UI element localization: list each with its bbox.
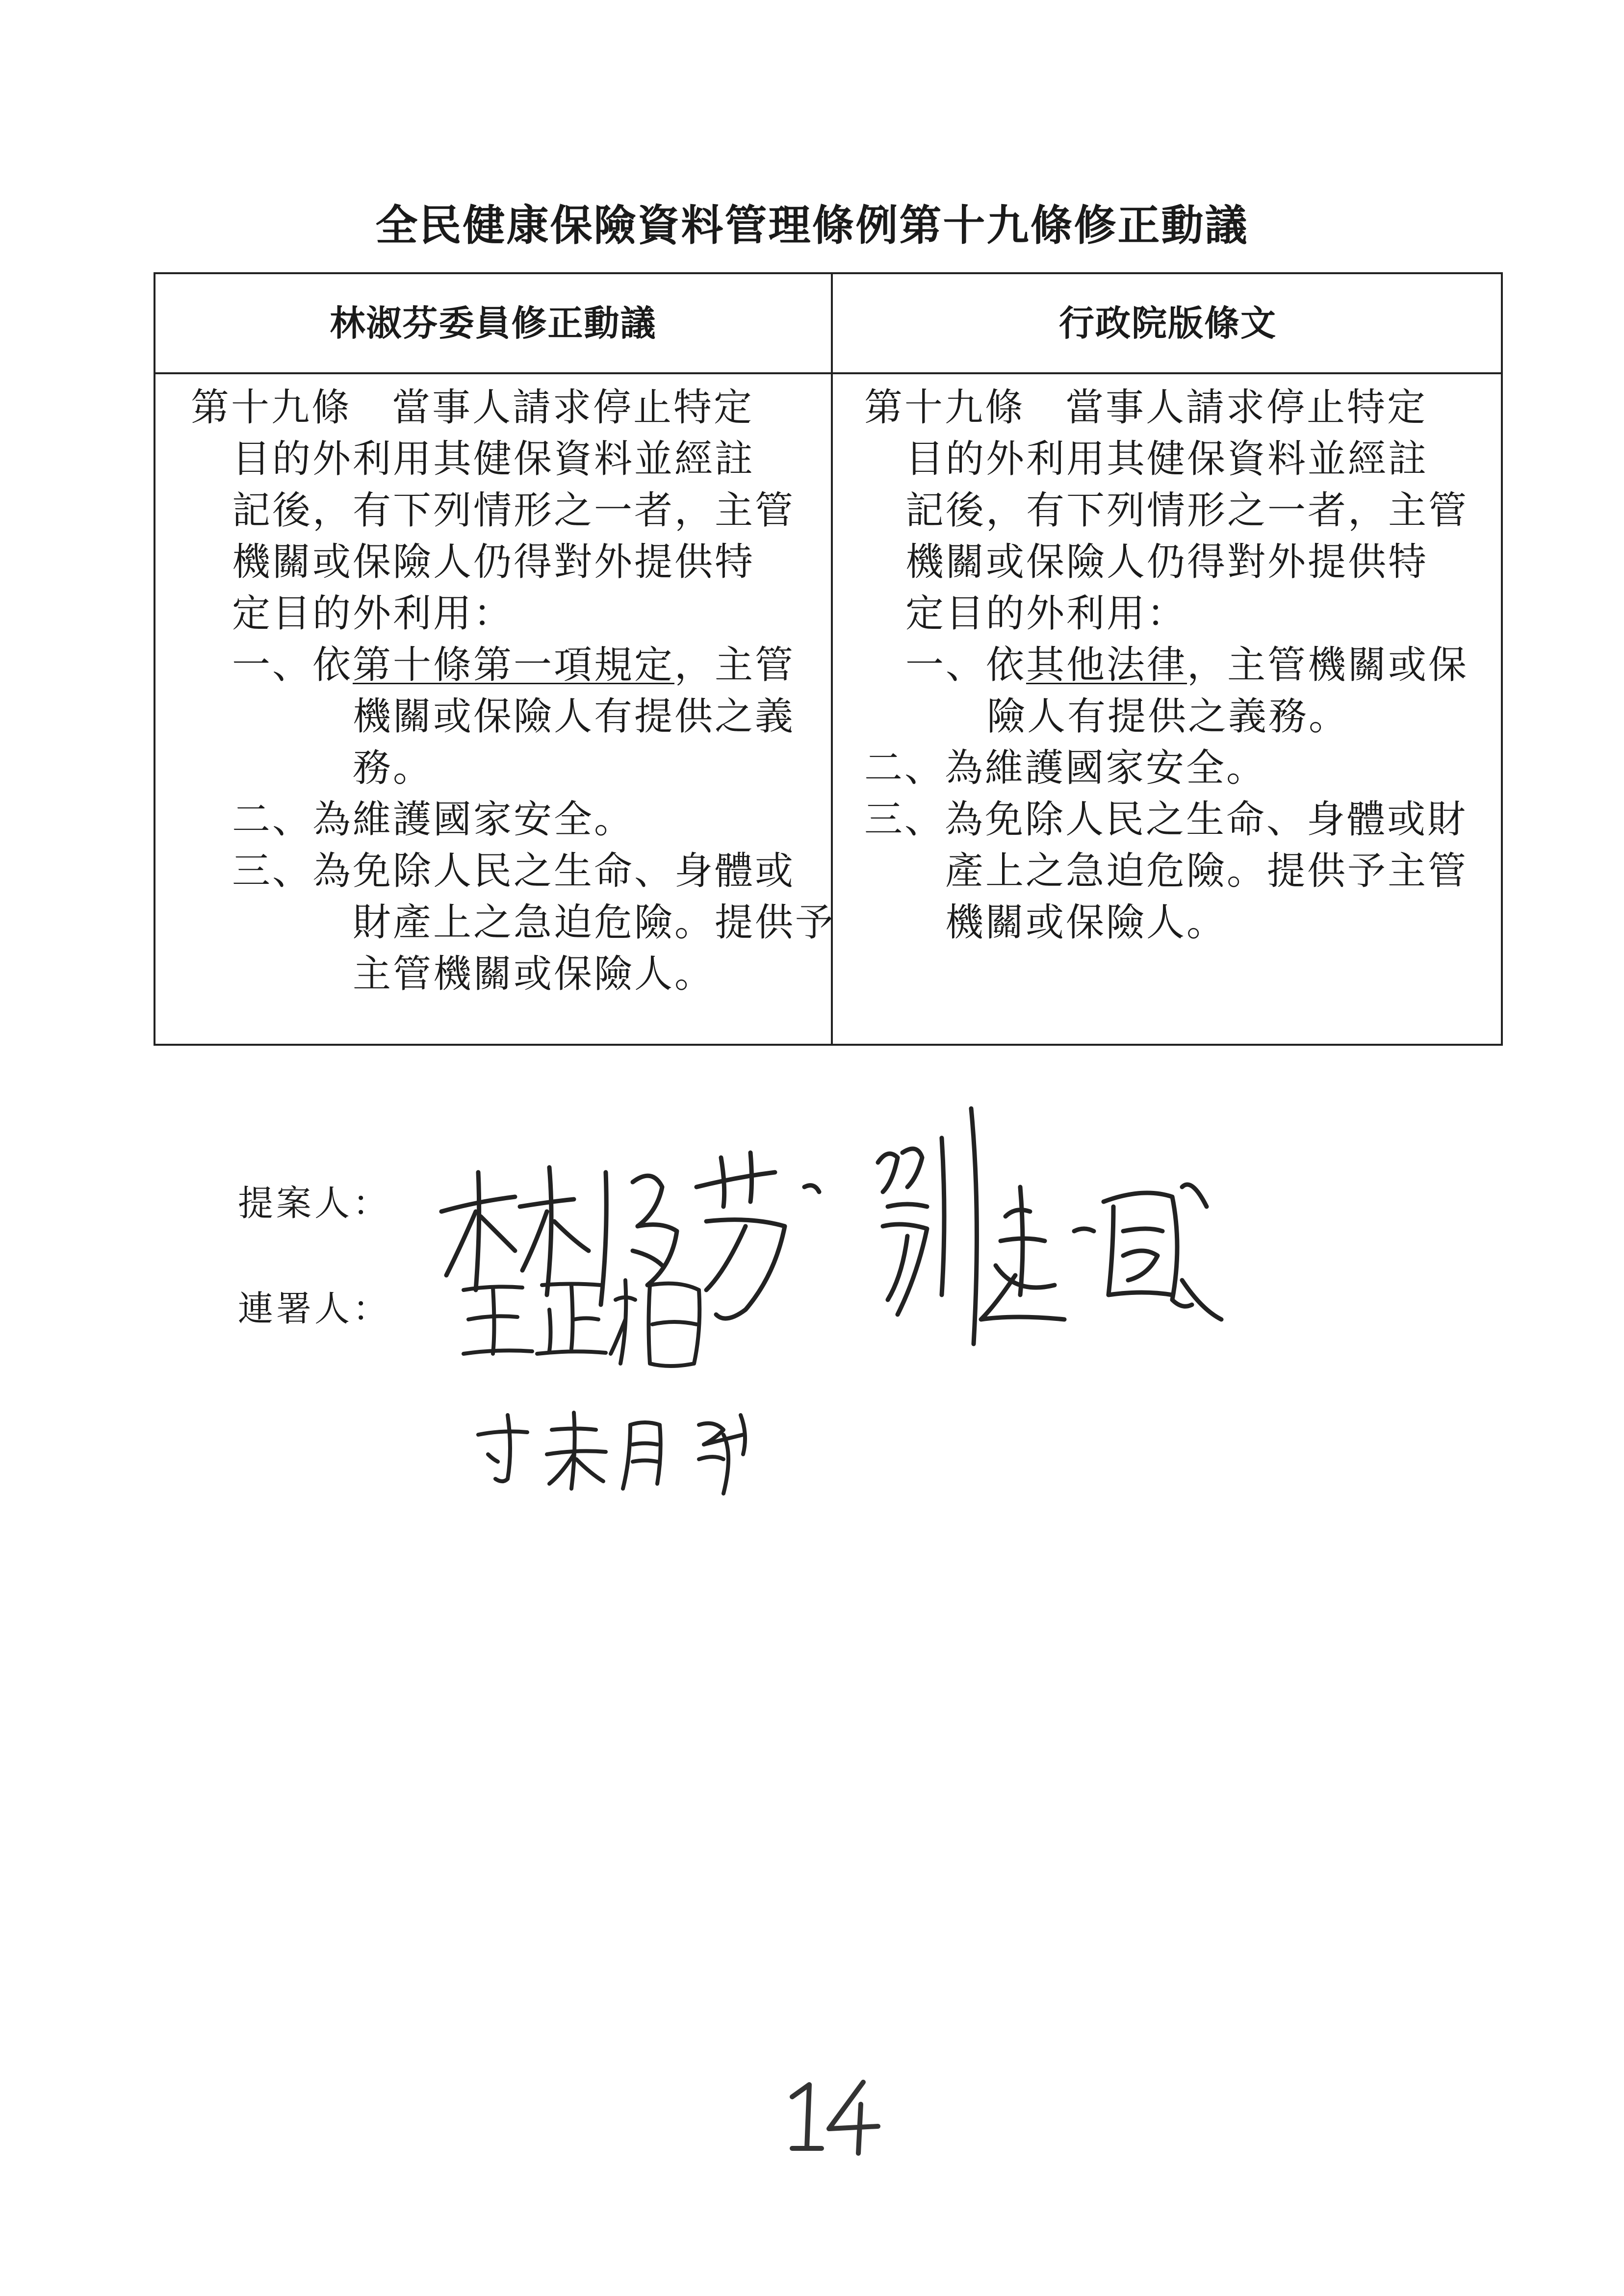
article-line: 記後，有下列情形之一者，主管 [232,489,796,533]
article-line: 機關或保險人仍得對外提供特 [232,540,755,584]
right-column-header: 行政院版條文 [1058,303,1277,344]
clause-line: 主管機關或保險人。 [353,952,715,996]
clause-line: 機關或保險人有提供之義 [353,695,796,739]
article-line: 定目的外利用： [905,592,1187,636]
clause-line: 險人有提供之義務。 [987,695,1349,739]
clause-text: 一、依 [232,643,353,687]
cosigner-label: 連署人： [238,1288,391,1329]
clause-line: 三、為免除人民之生命、身體或 [232,849,796,893]
proposer-label: 提案人： [238,1183,391,1224]
page-number [780,2075,888,2158]
article-line: 第十九條 當事人請求停止特定 [864,386,1428,430]
article-line: 機關或保險人仍得對外提供特 [905,540,1429,584]
clause-line: 務。 [353,746,434,790]
clause-line: 三、為免除人民之生命、身體或財 [864,798,1468,842]
left-column-body [191,382,836,1000]
article-line: 目的外利用其健保資料並經註 [905,437,1429,481]
article-line: 第十九條 當事人請求停止特定 [191,386,754,430]
article-line: 定目的外利用： [232,592,514,636]
clause-line: 財產上之急迫危險。提供予 [353,901,836,945]
underlined-amendment: 第十條第一項規定 [353,643,675,687]
signature-liu-chien-kuo [868,1089,1251,1364]
page-title: 全民健康保險資料管理條例第十九條修正動議 [375,201,1249,250]
signature-wang-cheng-hsu [454,1265,719,1378]
article-line: 記後，有下列情形之一者，主管 [905,489,1469,533]
clause-line: 機關或保險人。 [945,901,1227,945]
clause-line: 產上之急迫危險。提供予主管 [945,849,1469,893]
comparison-table [154,272,1503,1046]
clause-line [864,640,1497,691]
clause-text: 一、依 [905,643,1027,687]
left-column-header: 林淑芬委員修正動議 [330,303,657,344]
right-column-body [864,382,1497,949]
clause-line: 二、為維護國家安全。 [864,746,1267,790]
signature-chiang-yueh-hui [468,1405,782,1498]
header-divider [155,372,1501,374]
clause-line: 二、為維護國家安全。 [232,798,635,842]
article-line: 目的外利用其健保資料並經註 [232,437,755,481]
clause-line [191,640,824,691]
clause-text: ，主管 [674,643,796,687]
clause-text: ，主管機關或保 [1187,643,1469,687]
underlined-text: 其他法律 [1026,643,1187,687]
